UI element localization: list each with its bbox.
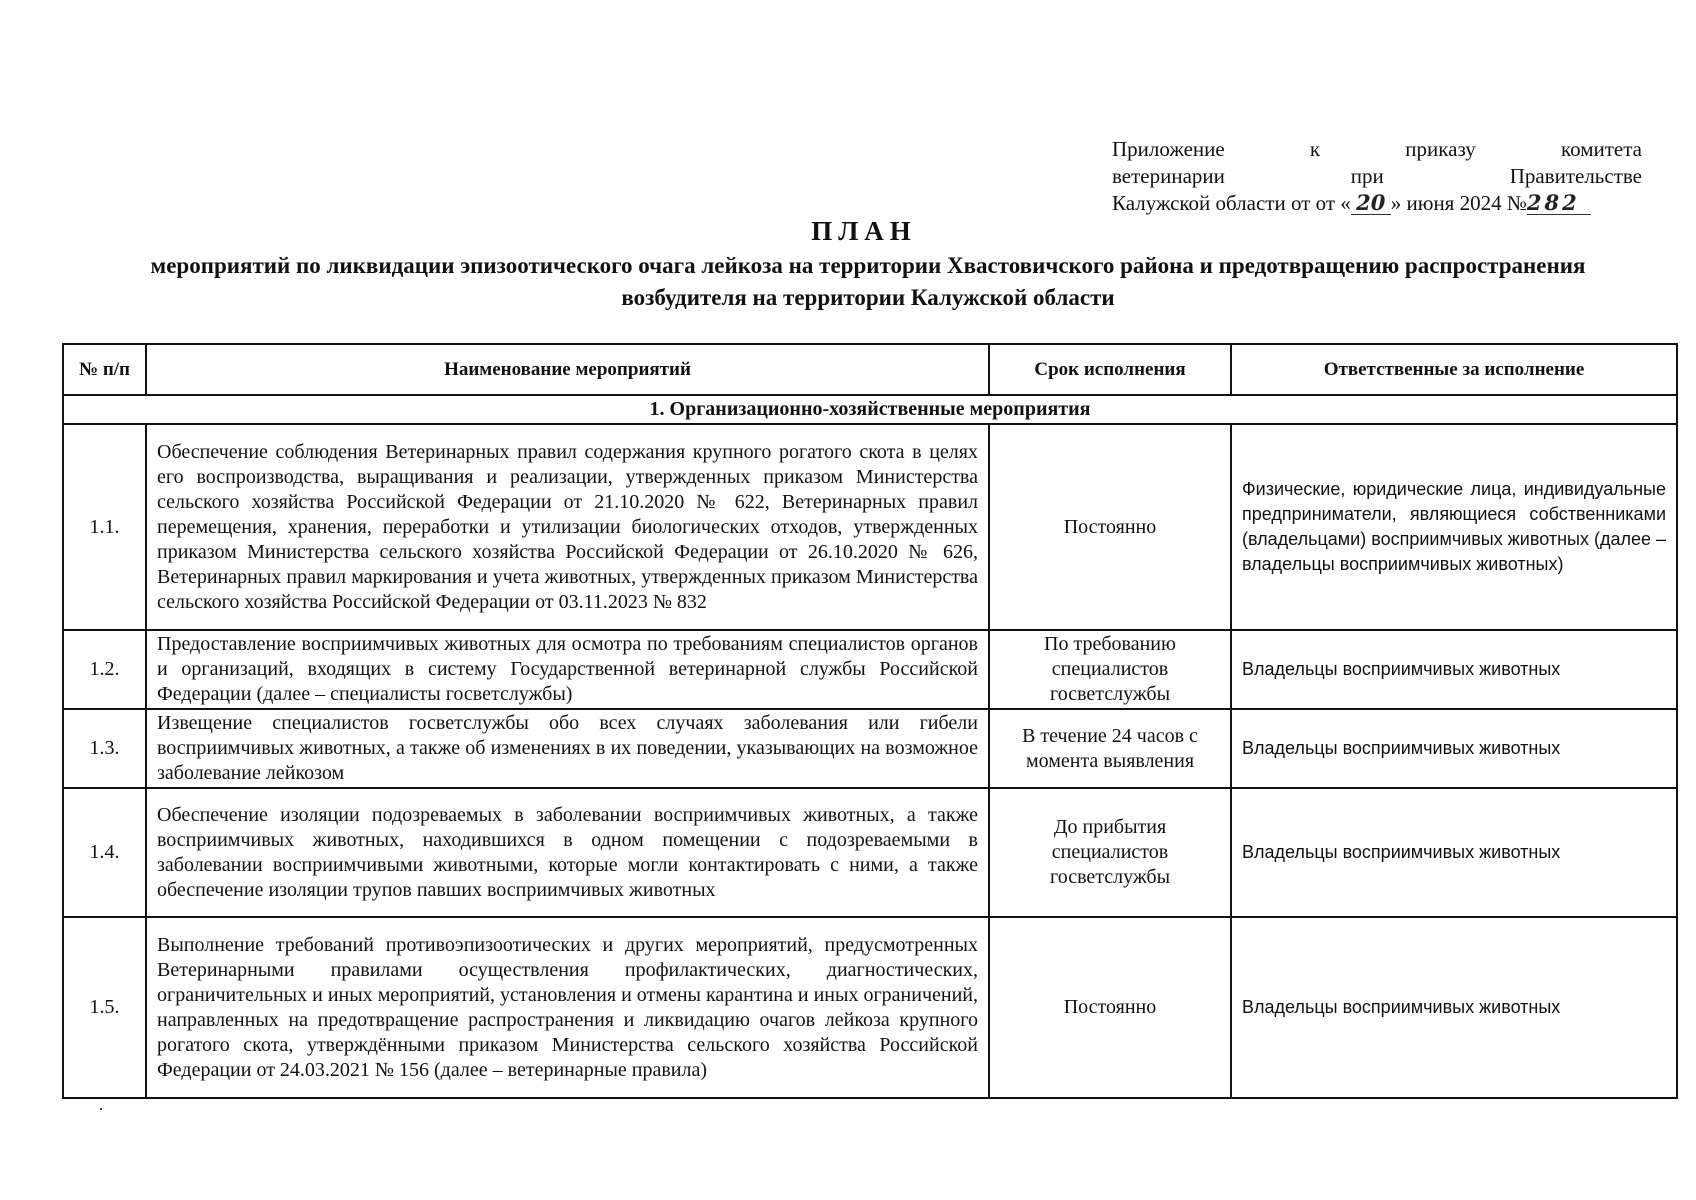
document-title: ПЛАН bbox=[811, 216, 917, 246]
handwritten-order-number: 282 bbox=[1527, 192, 1591, 215]
header-responsible: Ответственные за исполнение bbox=[1231, 344, 1677, 395]
section-title: 1. Организационно-хозяйственные мероприятия bbox=[63, 395, 1677, 424]
row-term: Постоянно bbox=[989, 424, 1231, 630]
document-subtitle: мероприятий по ликвидации эпизоотического очага лейкоза на территории Хвастовичского района и предотвращению распространения возбудителя на территории Калужской области bbox=[150, 253, 1586, 310]
table-row bbox=[63, 709, 1677, 788]
row-number: 1.2. bbox=[63, 630, 146, 709]
header-term: Срок исполнения bbox=[989, 344, 1231, 395]
annex-date-prefix: Калужской области от от « bbox=[1112, 191, 1351, 215]
header-number: № п/п bbox=[63, 344, 146, 395]
row-number: 1.3. bbox=[63, 709, 146, 788]
annex-line-3 bbox=[1112, 190, 1642, 217]
annex-block bbox=[1112, 136, 1642, 217]
table-row bbox=[63, 917, 1677, 1098]
row-number: 1.1. bbox=[63, 424, 146, 630]
row-responsible: Физические, юридические лица, индивидуальные предприниматели, являющиеся собственниками (владельцами) восприимчивых животных (далее – владельцы восприимчивых животных) bbox=[1231, 424, 1677, 630]
row-description: Предоставление восприимчивых животных для осмотра по требованиям специалистов органов и организаций, входящих в систему Государственной ветеринарной службы Российской Федерации (далее – специалисты госветслужбы) bbox=[146, 630, 989, 709]
row-description: Выполнение требований противоэпизоотических и других мероприятий, предусмотренных Ветеринарными правилами осуществления профилактических, диагностических, ограничительных и иных мероприятий, установления и отмены карантина и иных ограничений, направленных на предотвращение распространения и ликвидацию очагов лейкоза крупного рогатого скота, утверждёнными приказом Министерства сельского хозяйства Российской Федерации от 24.03.2021 № 156 (далее – ветеринарные правила) bbox=[146, 917, 989, 1098]
header-name: Наименование мероприятий bbox=[146, 344, 989, 395]
table-row bbox=[63, 630, 1677, 709]
annex-line-1: Приложение к приказу комитета bbox=[1112, 137, 1642, 161]
row-description: Извещение специалистов госветслужбы обо всех случаях заболевания или гибели восприимчивых животных, а также об изменениях в их поведении, указывающих на возможное заболевание лейкозом bbox=[146, 709, 989, 788]
plan-table bbox=[62, 343, 1678, 1099]
scan-speck bbox=[100, 1108, 102, 1110]
annex-date-mid: » июня 2024 № bbox=[1390, 191, 1527, 215]
row-term: В течение 24 часов с момента выявления bbox=[989, 709, 1231, 788]
row-description: Обеспечение изоляции подозреваемых в заболевании восприимчивых животных, а также восприимчивых животных, находившихся в одном помещении с подозреваемыми в заболевании восприимчивыми животными, которые могли контактировать с ними, а также обеспечение изоляции трупов павших восприимчивых животных bbox=[146, 788, 989, 917]
section-row bbox=[63, 395, 1677, 424]
table-header-row bbox=[63, 344, 1677, 395]
row-responsible: Владельцы восприимчивых животных bbox=[1231, 788, 1677, 917]
handwritten-day: 20 bbox=[1351, 192, 1391, 215]
row-description: Обеспечение соблюдения Ветеринарных правил содержания крупного рогатого скота в целях его воспроизводства, выращивания и реализации, утвержденных приказом Министерства сельского хозяйства Российской Федерации от 21.10.2020 № 622, Ветеринарных правил перемещения, хранения, переработки и утилизации биологических отходов, утвержденных приказом Министерства сельского хозяйства Российской Федерации от 26.10.2020 № 626, Ветеринарных правил маркирования и учета животных, утвержденных приказом Министерства сельского хозяйства Российской Федерации от 03.11.2023 № 832 bbox=[146, 424, 989, 630]
row-responsible: Владельцы восприимчивых животных bbox=[1231, 630, 1677, 709]
annex-line-2: ветеринарии при Правительстве bbox=[1112, 164, 1642, 188]
row-term: До прибытия специалистов госветслужбы bbox=[989, 788, 1231, 917]
row-number: 1.4. bbox=[63, 788, 146, 917]
row-number: 1.5. bbox=[63, 917, 146, 1098]
table-row bbox=[63, 424, 1677, 630]
row-term: По требованию специалистов госветслужбы bbox=[989, 630, 1231, 709]
table-row bbox=[63, 788, 1677, 917]
row-term: Постоянно bbox=[989, 917, 1231, 1098]
row-responsible: Владельцы восприимчивых животных bbox=[1231, 709, 1677, 788]
row-responsible: Владельцы восприимчивых животных bbox=[1231, 917, 1677, 1098]
